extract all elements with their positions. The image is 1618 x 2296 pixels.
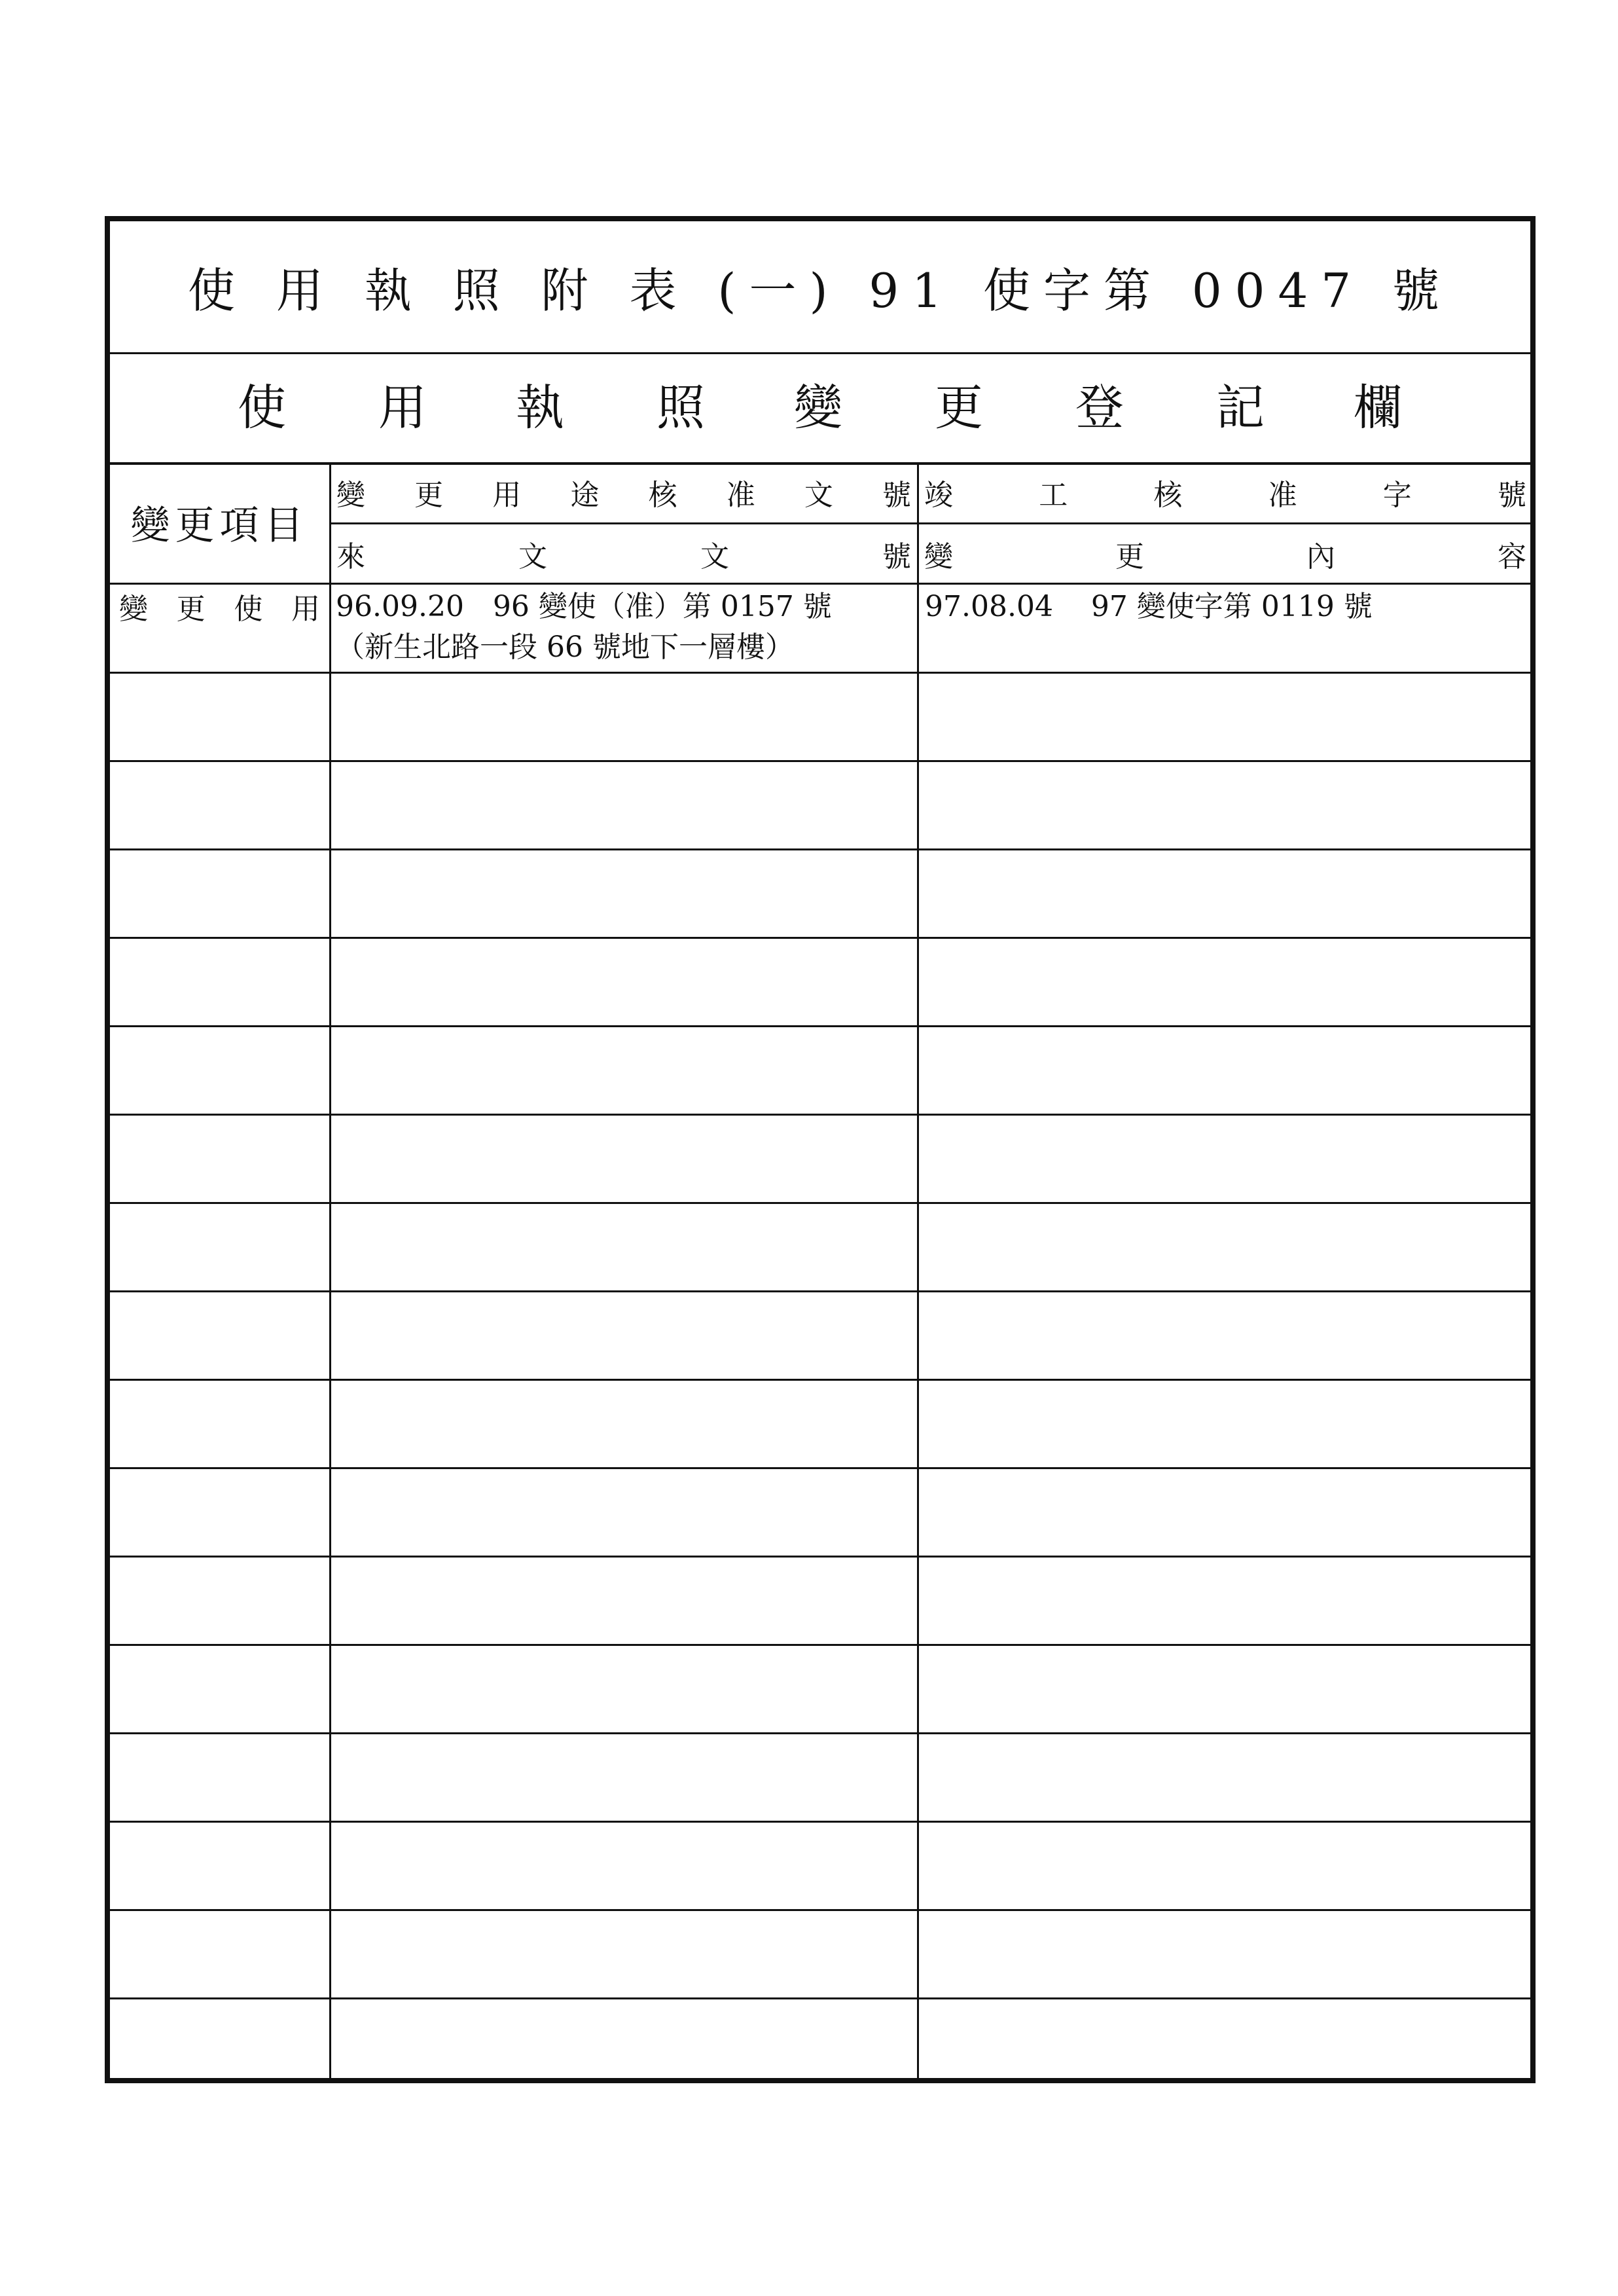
row-line [110,1202,1530,1204]
header-completion-approval-no [920,462,1530,522]
header-char: 文 [518,539,547,574]
row1-approval-no: 97.08.04 97 變使字第 0119 號 [925,590,1373,623]
header-char: 號 [882,539,911,574]
header-char: 文 [804,479,833,512]
header-change-use-approval-no [333,462,915,522]
header-char: 字 [1382,479,1412,512]
header-char: 途 [570,479,600,512]
subtitle-char: 登 [1075,380,1124,436]
license-table-frame [105,216,1536,2083]
subtitle-char: 照 [656,380,705,436]
header-change-content [920,524,1530,583]
row-line [110,1114,1530,1116]
row-line [110,1379,1530,1381]
document-title: 使 用 執 照 附 表 (一) 91 使字第 0047 號 [110,221,1530,354]
header-char: 核 [648,479,677,512]
subtitle-char: 用 [378,380,427,436]
header-bottom-line [110,583,1530,585]
header-char: 竣 [924,479,953,512]
column-divider [917,462,919,2078]
row-line [110,848,1530,850]
header-char: 工 [1039,479,1068,512]
row1-doc-line2: （新生北路一段 66 號地下一層樓） [336,630,794,664]
header-char: 變 [336,479,365,512]
item-char: 使 [234,592,263,626]
subtitle-char: 執 [516,380,564,436]
header-char: 內 [1306,539,1335,574]
header-char: 准 [726,479,755,512]
header-char: 容 [1498,539,1526,574]
subtitle-char: 使 [238,380,286,436]
row-line [110,1467,1530,1469]
item-char: 更 [176,592,206,626]
subtitle-char: 欄 [1354,380,1402,436]
header-char: 來 [336,539,365,574]
row-line [110,1997,1530,1999]
change-register-table [110,462,1530,2078]
header-char: 准 [1268,479,1297,512]
row-line [110,1556,1530,1558]
row1-change-item [110,587,329,626]
header-char: 變 [924,539,953,574]
header-char: 文 [700,539,729,574]
section-subtitle [110,352,1530,465]
item-char: 變 [119,592,148,626]
row-line [110,1909,1530,1911]
row-line [110,1025,1530,1027]
subtitle-char: 更 [935,380,983,436]
header-char: 用 [492,479,522,512]
row1-doc-line1: 96.09.20 96 變使（准）第 0157 號 [336,590,832,623]
column-divider [329,462,331,2078]
row-line [110,937,1530,939]
header-incoming-doc-no [333,524,915,583]
subtitle-char: 記 [1216,380,1265,436]
row-line [110,1290,1530,1292]
header-char: 更 [1115,539,1144,574]
header-change-item: 變更項目 [130,503,309,549]
header-char: 號 [1497,479,1526,512]
row-line [110,672,1530,674]
item-char: 用 [291,592,320,626]
row-line [110,760,1530,762]
row-line [110,1821,1530,1823]
subtitle-char: 變 [794,380,842,436]
row-line [110,1644,1530,1646]
row-line [110,1732,1530,1734]
header-char: 號 [882,479,911,512]
header-char: 核 [1153,479,1183,512]
header-char: 更 [414,479,444,512]
